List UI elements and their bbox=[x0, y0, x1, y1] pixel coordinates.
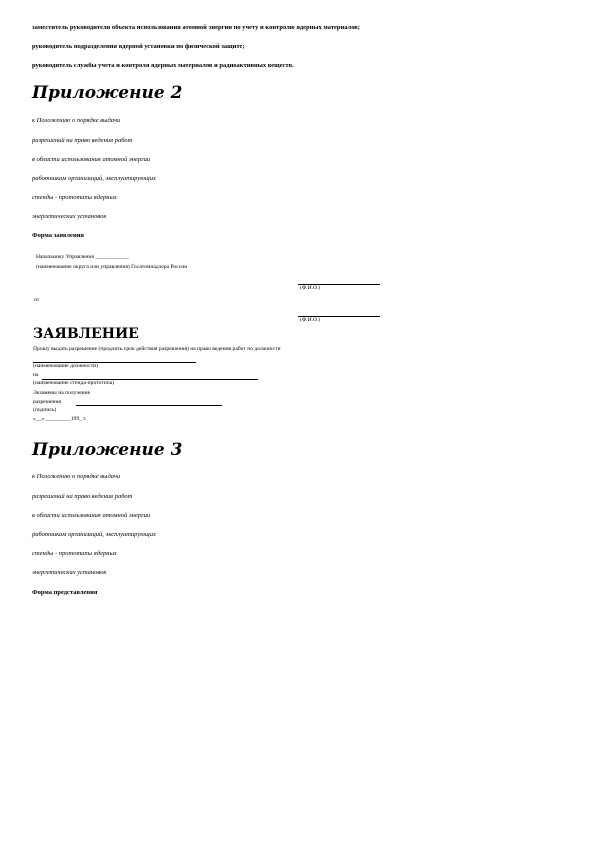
date-line: «__» _________199_ г. bbox=[33, 416, 87, 422]
addressee-caption: (наименование округа или управления) Госатомнадзора России bbox=[36, 264, 188, 270]
exam-line: Экзамены на получение bbox=[33, 390, 91, 396]
appendix-2-ref-line: в области использования атомной энергии bbox=[32, 156, 151, 163]
addressee-line: Начальнику Управления ____________ bbox=[36, 254, 129, 260]
statement-request-line: Прошу выдать разрешение (продлить срок действия разрешения) на право ведения работ по должности bbox=[33, 346, 281, 352]
appendix-2-ref-line: работникам организаций, эксплуатирующих bbox=[32, 175, 156, 182]
signature-caption: (подпись) bbox=[33, 407, 57, 413]
top-line-accounting-service: руководитель службы учета и контроля ядерных материалов и радиоактивных веществ. bbox=[32, 62, 294, 69]
stand-caption: (наименование стенда-прототипа) bbox=[33, 380, 115, 386]
appendix-2-form-label: Форма заявления bbox=[32, 232, 84, 239]
statement-title: ЗАЯВЛЕНИЕ bbox=[33, 326, 139, 342]
fio-caption: (Ф.И.О.) bbox=[300, 285, 321, 291]
appendix-3-ref-line: к Положению о порядке выдачи bbox=[32, 473, 121, 480]
exam-line-permission: разрешения bbox=[33, 399, 62, 405]
appendix-3-ref-line: разрешений на право ведения работ bbox=[32, 493, 133, 500]
appendix-3-form-label: Форма представления bbox=[32, 589, 98, 596]
on-label: на bbox=[33, 372, 39, 378]
appendix-2-ref-line: разрешений на право ведения работ bbox=[32, 137, 133, 144]
top-line-physical-protection: руководитель подразделения ядерной установки по физической защите; bbox=[32, 43, 245, 50]
appendix-2-ref-line: стенды - прототипы ядерных bbox=[32, 194, 117, 201]
appendix-2-ref-line: энергетических установок bbox=[32, 213, 107, 220]
fio-caption: (Ф.И.О.) bbox=[300, 317, 321, 323]
from-label: от bbox=[34, 297, 40, 303]
signature-blank-line bbox=[76, 405, 222, 406]
appendix-2-title: Приложение 2 bbox=[32, 83, 183, 103]
appendix-2-ref-line: к Положению о порядке выдачи bbox=[32, 117, 121, 124]
appendix-3-ref-line: энергетических установок bbox=[32, 569, 107, 576]
appendix-3-ref-line: в области использования атомной энергии bbox=[32, 512, 151, 519]
appendix-3-ref-line: работникам организаций, эксплуатирующих bbox=[32, 531, 156, 538]
top-line-deputy-head: заместитель руководителя объекта использования атомной энергии по учету и контролю ядерных материалов; bbox=[32, 24, 360, 31]
appendix-3-title: Приложение 3 bbox=[32, 440, 183, 460]
appendix-3-ref-line: стенды - прототипы ядерных bbox=[32, 550, 117, 557]
position-caption: (наименование должности) bbox=[33, 363, 99, 369]
